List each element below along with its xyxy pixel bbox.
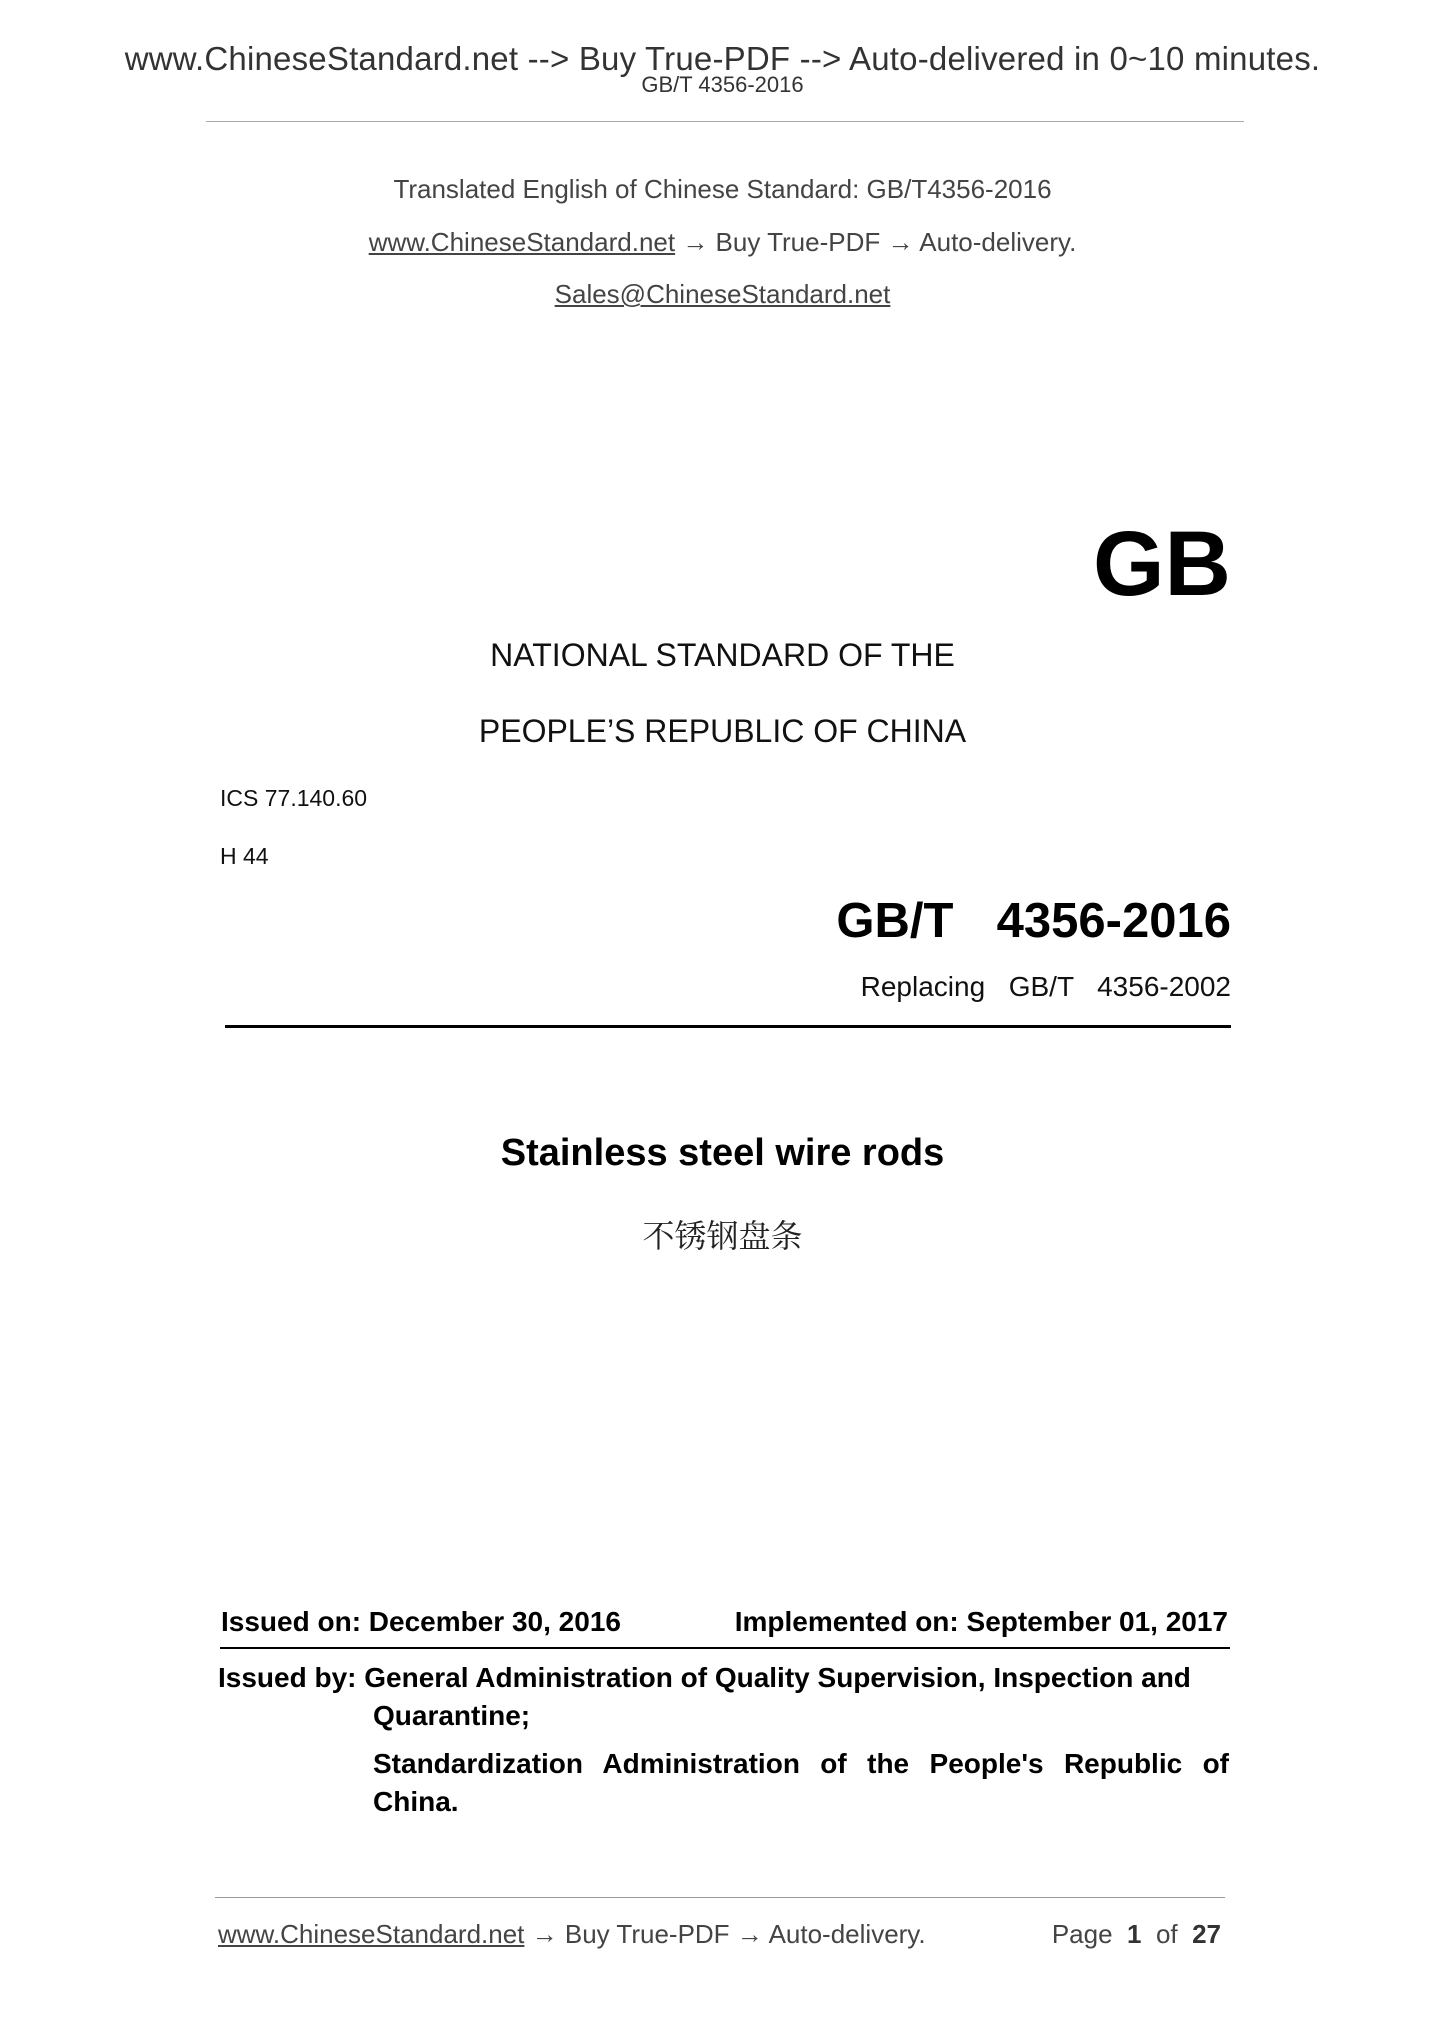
footer-links-text: → Buy True-PDF → Auto-delivery. bbox=[524, 1919, 926, 1949]
footer-site-link[interactable]: www.ChineseStandard.net bbox=[218, 1919, 525, 1949]
page-number: 1 bbox=[1127, 1919, 1142, 1949]
header-divider bbox=[206, 121, 1244, 122]
of-label: of bbox=[1155, 1919, 1178, 1949]
issued-date: Issued on: December 30, 2016 bbox=[221, 1606, 621, 1637]
national-standard-line2: PEOPLE’S REPUBLIC OF CHINA bbox=[478, 713, 967, 749]
purchase-links-text: → Buy True-PDF → Auto-delivery. bbox=[675, 227, 1077, 257]
document-title-chinese: 不锈钢盘条 bbox=[642, 1217, 803, 1255]
title-divider bbox=[225, 1025, 1231, 1028]
page-indicator bbox=[1052, 1919, 1221, 1950]
translated-line: Translated English of Chinese Standard: GB/T4356-2016 bbox=[393, 174, 1052, 204]
top-banner: www.ChineseStandard.net --> Buy True-PDF --> Auto-delivered in 0~10 minutes. bbox=[124, 40, 1321, 77]
national-standard-line1: NATIONAL STANDARD OF THE bbox=[490, 637, 955, 673]
document-title: Stainless steel wire rods bbox=[500, 1132, 945, 1174]
implemented-date: Implemented on: September 01, 2017 bbox=[734, 1606, 1228, 1637]
replacing-standard: Replacing GB/T 4356-2002 bbox=[860, 971, 1231, 1002]
page-label: Page bbox=[1051, 1919, 1113, 1949]
sales-email-link[interactable]: Sales@ChineseStandard.net bbox=[554, 279, 891, 309]
sales-email-line bbox=[0, 279, 1445, 310]
ics-code: ICS 77.140.60 bbox=[220, 785, 368, 811]
issued-by: Issued by: General Administration of Quality Supervision, Inspection and bbox=[218, 1662, 1191, 1693]
gb-mark: GB bbox=[1093, 513, 1231, 615]
standardization-admin-continued: China. bbox=[373, 1786, 459, 1817]
standard-number: GB/T 4356-2016 bbox=[836, 894, 1231, 948]
purchase-links bbox=[0, 227, 1445, 258]
site-link[interactable]: www.ChineseStandard.net bbox=[368, 227, 676, 257]
page-total: 27 bbox=[1192, 1919, 1221, 1949]
footer-divider bbox=[215, 1897, 1225, 1898]
issue-divider bbox=[220, 1647, 1230, 1649]
classification-code: H 44 bbox=[220, 843, 269, 869]
header-standard-code: GB/T 4356-2016 bbox=[641, 72, 804, 97]
standardization-admin: Standardization Administration of the People's Republic of bbox=[373, 1748, 1229, 1779]
issued-by-continued: Quarantine; bbox=[373, 1700, 531, 1731]
footer-links bbox=[218, 1919, 926, 1950]
